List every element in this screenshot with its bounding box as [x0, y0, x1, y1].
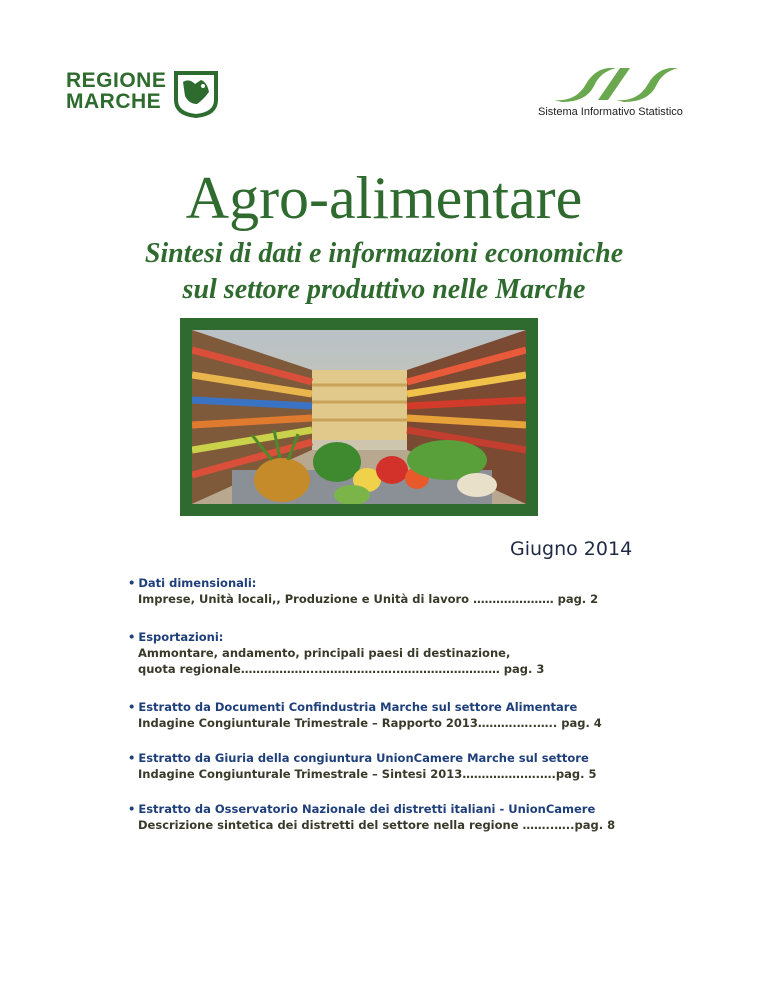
toc-item-line: Imprese, Unità locali,, Produzione e Unità di lavoro ………………… pag. 2	[138, 592, 599, 606]
publication-date: Giugno 2014	[510, 538, 633, 560]
toc-item-line: Indagine Congiunturale Trimestrale – Sintesi 2013…………….….….pag. 5	[138, 767, 597, 781]
toc-item-line: Descrizione sintetica dei distretti del settore nella regione ……..…..pag. 8	[138, 818, 616, 832]
toc-item-heading: • Dati dimensionali:	[128, 576, 257, 590]
sis-mark-icon	[546, 62, 706, 104]
subtitle-line-1: Sintesi di dati e informazioni economiche	[144, 238, 624, 269]
toc-item	[128, 575, 648, 607]
bullet-icon: •	[128, 700, 136, 714]
page-title: Agro-alimentare	[185, 165, 583, 231]
toc-item-heading: • Estratto da Giuria della congiuntura UnionCamere Marche sul settore	[128, 751, 589, 765]
bullet-icon: •	[128, 751, 136, 765]
bullet-icon: •	[128, 576, 136, 590]
bullet-icon: •	[128, 802, 136, 816]
toc-item-heading: • Estratto da Osservatorio Nazionale dei distretti italiani - UnionCamere	[128, 802, 596, 816]
toc-item-heading: • Estratto da Documenti Confindustria Marche sul settore Alimentare	[128, 700, 578, 714]
toc-item	[128, 801, 648, 833]
regione-logo-line2: MARCHE	[66, 90, 162, 113]
toc-item-heading: • Esportazioni:	[128, 630, 224, 644]
page-subtitle	[0, 236, 768, 308]
toc-item-line: quota regionale………………..…………….….……………………… pag. 3	[138, 662, 545, 676]
supermarket-aisle-image	[192, 330, 526, 504]
regione-logo-line1: REGIONE	[66, 69, 167, 92]
toc-item	[128, 629, 648, 677]
subtitle-line-2: sul settore produttivo nelle Marche	[182, 274, 586, 305]
sis-logo	[538, 62, 708, 122]
regione-shield-icon	[173, 70, 219, 118]
cover-photo-frame	[180, 318, 538, 516]
regione-logo-text	[66, 70, 166, 112]
sis-subtitle: Sistema Informativo Statistico	[538, 106, 683, 118]
toc-item	[128, 699, 648, 731]
toc-item-line: Ammontare, andamento, principali paesi di destinazione,	[138, 646, 511, 660]
regione-marche-logo	[66, 70, 226, 126]
toc-item	[128, 750, 648, 782]
toc-item-line: Indagine Congiunturale Trimestrale – Rapporto 2013……….…..….. pag. 4	[138, 716, 602, 730]
bullet-icon: •	[128, 630, 136, 644]
